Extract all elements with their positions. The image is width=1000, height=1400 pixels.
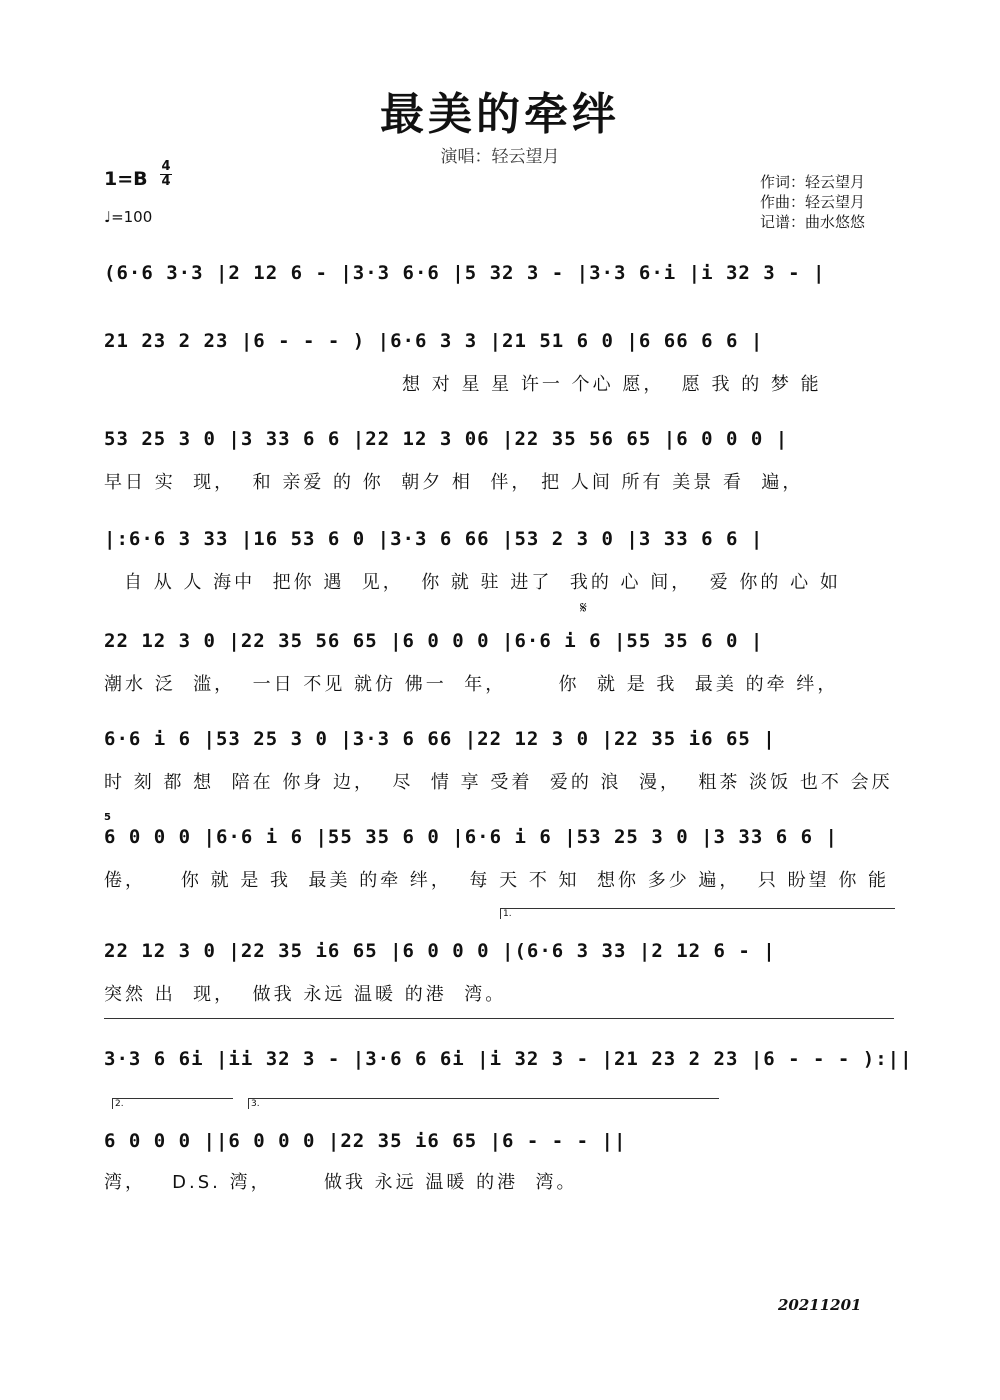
composer-credit: 作曲：轻云望月 <box>760 193 866 211</box>
notation-row-5: 22 12 3 0 |22 35 56 65 |6 0 0 0 |6·6 i 6 |55 35 6 0 | <box>104 630 764 652</box>
date-stamp: 20211201 <box>778 1296 862 1314</box>
volta-1: 1. <box>500 908 895 919</box>
volta-1-continuation <box>104 1018 894 1019</box>
lyric-row-8: 突然 出 现， 做我 永远 温暖 的港 湾。 <box>104 984 507 1005</box>
credits <box>760 172 865 232</box>
notation-row-7: 6 0 0 0 |6·6 i 6 |55 35 6 0 |6·6 i 6 |53 25 3 0 |3 33 6 6 | <box>104 826 838 848</box>
lyric-row-6: 时 刻 都 想 陪在 你身 边， 尽 情 享 受着 爱的 浪 漫， 粗茶 淡饭 也不 会厌 <box>104 772 893 793</box>
time-signature <box>160 160 172 189</box>
transcriber-credit: 记谱：曲水悠悠 <box>760 213 866 231</box>
lyric-row-5: 潮水 泛 滥， 一日 不见 就仿 佛一 年， 你 就 是 我 最美 的牵 绊， <box>104 674 839 695</box>
notation-row-9: 3·3 6 6i |ii 32 3 - |3·6 6 6i |i 32 3 - |21 23 2 23 |6 - - - ):|| <box>104 1048 913 1070</box>
segno-sign: 𝄋 <box>580 598 587 617</box>
volta-2: 2. <box>112 1098 233 1109</box>
tempo-mark: ♩=100 <box>104 208 153 226</box>
song-title: 最美的牵绊 <box>380 89 620 140</box>
volta-3: 3. <box>248 1098 719 1109</box>
notation-row-3: 53 25 3 0 |3 33 6 6 |22 12 3 06 |22 35 56 65 |6 0 0 0 | <box>104 428 789 450</box>
notation-row-8: 22 12 3 0 |22 35 i6 65 |6 0 0 0 |(6·6 3 33 |2 12 6 - | <box>104 940 776 962</box>
notation-row-1: (6·6 3·3 |2 12 6 - |3·3 6·6 |5 32 3 - |3·3 6·i |i 32 3 - | <box>104 262 826 284</box>
time-signature-top: 4 <box>161 159 171 174</box>
key-signature: 1=B <box>104 168 148 190</box>
lyricist-credit: 作词：轻云望月 <box>760 173 866 191</box>
notation-row-6: 6·6 i 6 |53 25 3 0 |3·3 6 66 |22 12 3 0 |22 35 i6 65 | <box>104 728 776 750</box>
lyric-row-7: 倦， 你 就 是 我 最美 的牵 绊， 每 天 不 知 想你 多少 遍， 只 盼望 你 能 <box>104 870 890 891</box>
notation-row-2: 21 23 2 23 |6 - - - ) |6·6 3 3 |21 51 6 0 |6 66 6 6 | <box>104 330 764 352</box>
time-signature-bottom: 4 <box>161 174 171 189</box>
notation-row-10: 6 0 0 0 ||6 0 0 0 |22 35 i6 65 |6 - - - || <box>104 1130 627 1152</box>
notation-row-4: |:6·6 3 33 |16 53 6 0 |3·3 6 66 |53 2 3 0 |3 33 6 6 | <box>104 528 764 550</box>
lyric-row-3: 早日 实 现， 和 亲爱 的 你 朝夕 相 伴， 把 人间 所有 美景 看 遍， <box>104 472 804 493</box>
grace-note-1: 5 <box>104 812 111 823</box>
lyric-row-2: 想 对 星 星 许一 个心 愿， 愿 我 的 梦 能 <box>402 374 822 395</box>
singer-credit: 演唱：轻云望月 <box>440 147 560 167</box>
lyric-row-10: 湾， D.S. 湾， 做我 永远 温暖 的港 湾。 <box>104 1172 578 1193</box>
lyric-row-4: 自 从 人 海中 把你 遇 见， 你 就 驻 进了 我的 心 间， 爱 你的 心 如 <box>124 572 841 593</box>
